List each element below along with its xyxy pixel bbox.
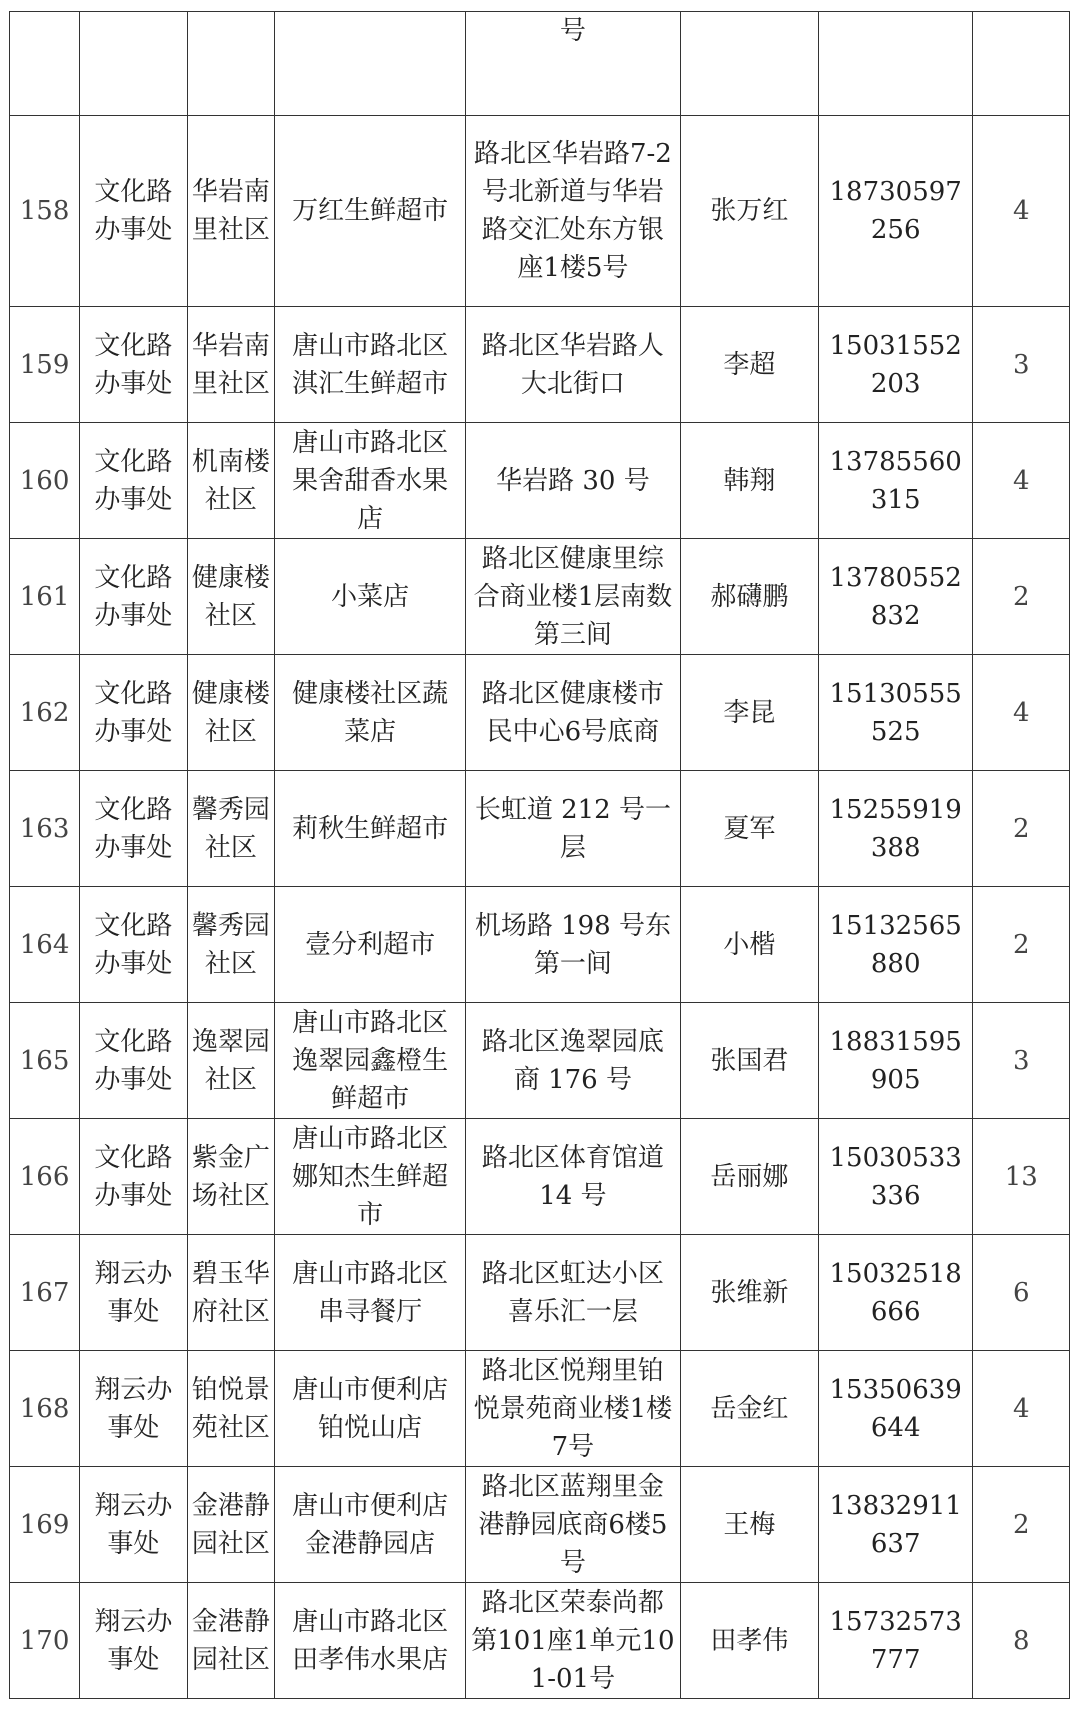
- header-cell-address: 号: [465, 12, 680, 116]
- community-cell: 铂悦景苑社区: [187, 1351, 275, 1467]
- contact-person-cell: 岳金红: [680, 1351, 818, 1467]
- count-cell: 8: [973, 1583, 1070, 1699]
- count-cell: 4: [973, 655, 1070, 771]
- contact-person-cell: 王梅: [680, 1467, 818, 1583]
- phone-cell: 13785560315: [818, 423, 973, 539]
- table-row: [10, 307, 1070, 423]
- phone-cell: 18831595905: [818, 1003, 973, 1119]
- shop-name-cell: 唐山市便利店铂悦山店: [275, 1351, 466, 1467]
- serial-number-cell: 165: [10, 1003, 80, 1119]
- shop-name-cell: 万红生鲜超市: [275, 116, 466, 307]
- table-row: [10, 1003, 1070, 1119]
- shop-name-cell: 唐山市路北区果舍甜香水果店: [275, 423, 466, 539]
- serial-number-cell: 158: [10, 116, 80, 307]
- office-cell: 文化路办事处: [80, 307, 187, 423]
- contact-person-cell: 郝礴鹏: [680, 539, 818, 655]
- serial-number-cell: 168: [10, 1351, 80, 1467]
- address-cell: 长虹道 212 号一层: [465, 771, 680, 887]
- contact-person-cell: 张维新: [680, 1235, 818, 1351]
- contact-person-cell: 岳丽娜: [680, 1119, 818, 1235]
- continued-header-row: [10, 12, 1070, 116]
- phone-cell: 15255919388: [818, 771, 973, 887]
- phone-cell: 15732573777: [818, 1583, 973, 1699]
- office-cell: 文化路办事处: [80, 655, 187, 771]
- table-row: [10, 1583, 1070, 1699]
- header-cell-community: [187, 12, 275, 116]
- table-row: [10, 887, 1070, 1003]
- count-cell: 4: [973, 116, 1070, 307]
- office-cell: 文化路办事处: [80, 1119, 187, 1235]
- office-cell: 文化路办事处: [80, 1003, 187, 1119]
- table-row: [10, 655, 1070, 771]
- header-cell-contact: [680, 12, 818, 116]
- phone-cell: 18730597256: [818, 116, 973, 307]
- community-cell: 馨秀园社区: [187, 887, 275, 1003]
- serial-number-cell: 161: [10, 539, 80, 655]
- header-cell-office: [80, 12, 187, 116]
- serial-number-cell: 159: [10, 307, 80, 423]
- contact-person-cell: 张万红: [680, 116, 818, 307]
- address-cell: 路北区虹达小区喜乐汇一层: [465, 1235, 680, 1351]
- serial-number-cell: 164: [10, 887, 80, 1003]
- table-row: [10, 771, 1070, 887]
- office-cell: 文化路办事处: [80, 887, 187, 1003]
- table-row: [10, 423, 1070, 539]
- table-row: [10, 1467, 1070, 1583]
- address-cell: 路北区健康楼市民中心6号底商: [465, 655, 680, 771]
- shop-name-cell: 唐山市便利店金港静园店: [275, 1467, 466, 1583]
- contact-person-cell: 张国君: [680, 1003, 818, 1119]
- community-cell: 金港静园社区: [187, 1583, 275, 1699]
- header-cell-count: [973, 12, 1070, 116]
- address-cell: 路北区逸翠园底商 176 号: [465, 1003, 680, 1119]
- table-row: [10, 1235, 1070, 1351]
- address-cell: 路北区荣泰尚都第101座1单元101-01号: [465, 1583, 680, 1699]
- address-cell: 路北区健康里综合商业楼1层南数第三间: [465, 539, 680, 655]
- count-cell: 2: [973, 539, 1070, 655]
- shop-name-cell: 健康楼社区蔬菜店: [275, 655, 466, 771]
- serial-number-cell: 166: [10, 1119, 80, 1235]
- count-cell: 13: [973, 1119, 1070, 1235]
- community-cell: 逸翠园社区: [187, 1003, 275, 1119]
- count-cell: 3: [973, 307, 1070, 423]
- community-cell: 碧玉华府社区: [187, 1235, 275, 1351]
- community-cell: 健康楼社区: [187, 655, 275, 771]
- table-row: [10, 116, 1070, 307]
- community-cell: 健康楼社区: [187, 539, 275, 655]
- office-cell: 翔云办事处: [80, 1351, 187, 1467]
- address-cell: 路北区体育馆道 14 号: [465, 1119, 680, 1235]
- shop-name-cell: 唐山市路北区娜知杰生鲜超市: [275, 1119, 466, 1235]
- address-cell: 路北区悦翔里铂悦景苑商业楼1楼7号: [465, 1351, 680, 1467]
- header-cell-phone: [818, 12, 973, 116]
- serial-number-cell: 163: [10, 771, 80, 887]
- phone-cell: 13780552832: [818, 539, 973, 655]
- count-cell: 6: [973, 1235, 1070, 1351]
- shop-name-cell: 唐山市路北区田孝伟水果店: [275, 1583, 466, 1699]
- table-row: [10, 1119, 1070, 1235]
- shop-name-cell: 唐山市路北区淇汇生鲜超市: [275, 307, 466, 423]
- address-cell: 华岩路 30 号: [465, 423, 680, 539]
- community-cell: 馨秀园社区: [187, 771, 275, 887]
- office-cell: 翔云办事处: [80, 1235, 187, 1351]
- serial-number-cell: 169: [10, 1467, 80, 1583]
- shop-name-cell: 小菜店: [275, 539, 466, 655]
- shop-list-table: [9, 11, 1070, 1699]
- count-cell: 3: [973, 1003, 1070, 1119]
- count-cell: 4: [973, 1351, 1070, 1467]
- contact-person-cell: 田孝伟: [680, 1583, 818, 1699]
- contact-person-cell: 李超: [680, 307, 818, 423]
- phone-cell: 15031552203: [818, 307, 973, 423]
- serial-number-cell: 160: [10, 423, 80, 539]
- address-cell: 机场路 198 号东第一间: [465, 887, 680, 1003]
- address-cell: 路北区华岩路7-2号北新道与华岩路交汇处东方银座1楼5号: [465, 116, 680, 307]
- office-cell: 文化路办事处: [80, 116, 187, 307]
- contact-person-cell: 李昆: [680, 655, 818, 771]
- phone-cell: 13832911637: [818, 1467, 973, 1583]
- address-cell: 路北区蓝翔里金港静园底商6楼5号: [465, 1467, 680, 1583]
- office-cell: 文化路办事处: [80, 423, 187, 539]
- shop-name-cell: 唐山市路北区串寻餐厅: [275, 1235, 466, 1351]
- community-cell: 金港静园社区: [187, 1467, 275, 1583]
- table-row: [10, 1351, 1070, 1467]
- count-cell: 2: [973, 771, 1070, 887]
- phone-cell: 15030533336: [818, 1119, 973, 1235]
- shop-name-cell: 莉秋生鲜超市: [275, 771, 466, 887]
- office-cell: 文化路办事处: [80, 771, 187, 887]
- header-cell-shop: [275, 12, 466, 116]
- contact-person-cell: 夏军: [680, 771, 818, 887]
- serial-number-cell: 167: [10, 1235, 80, 1351]
- phone-cell: 15130555525: [818, 655, 973, 771]
- community-cell: 华岩南里社区: [187, 307, 275, 423]
- office-cell: 文化路办事处: [80, 539, 187, 655]
- address-cell: 路北区华岩路人大北街口: [465, 307, 680, 423]
- phone-cell: 15350639644: [818, 1351, 973, 1467]
- serial-number-cell: 170: [10, 1583, 80, 1699]
- header-cell-num: [10, 12, 80, 116]
- count-cell: 4: [973, 423, 1070, 539]
- shop-name-cell: 壹分利超市: [275, 887, 466, 1003]
- office-cell: 翔云办事处: [80, 1583, 187, 1699]
- count-cell: 2: [973, 1467, 1070, 1583]
- office-cell: 翔云办事处: [80, 1467, 187, 1583]
- contact-person-cell: 韩翔: [680, 423, 818, 539]
- count-cell: 2: [973, 887, 1070, 1003]
- serial-number-cell: 162: [10, 655, 80, 771]
- community-cell: 机南楼社区: [187, 423, 275, 539]
- community-cell: 华岩南里社区: [187, 116, 275, 307]
- phone-cell: 15032518666: [818, 1235, 973, 1351]
- phone-cell: 15132565880: [818, 887, 973, 1003]
- shop-name-cell: 唐山市路北区逸翠园鑫橙生鲜超市: [275, 1003, 466, 1119]
- table-row: [10, 539, 1070, 655]
- contact-person-cell: 小楷: [680, 887, 818, 1003]
- community-cell: 紫金广场社区: [187, 1119, 275, 1235]
